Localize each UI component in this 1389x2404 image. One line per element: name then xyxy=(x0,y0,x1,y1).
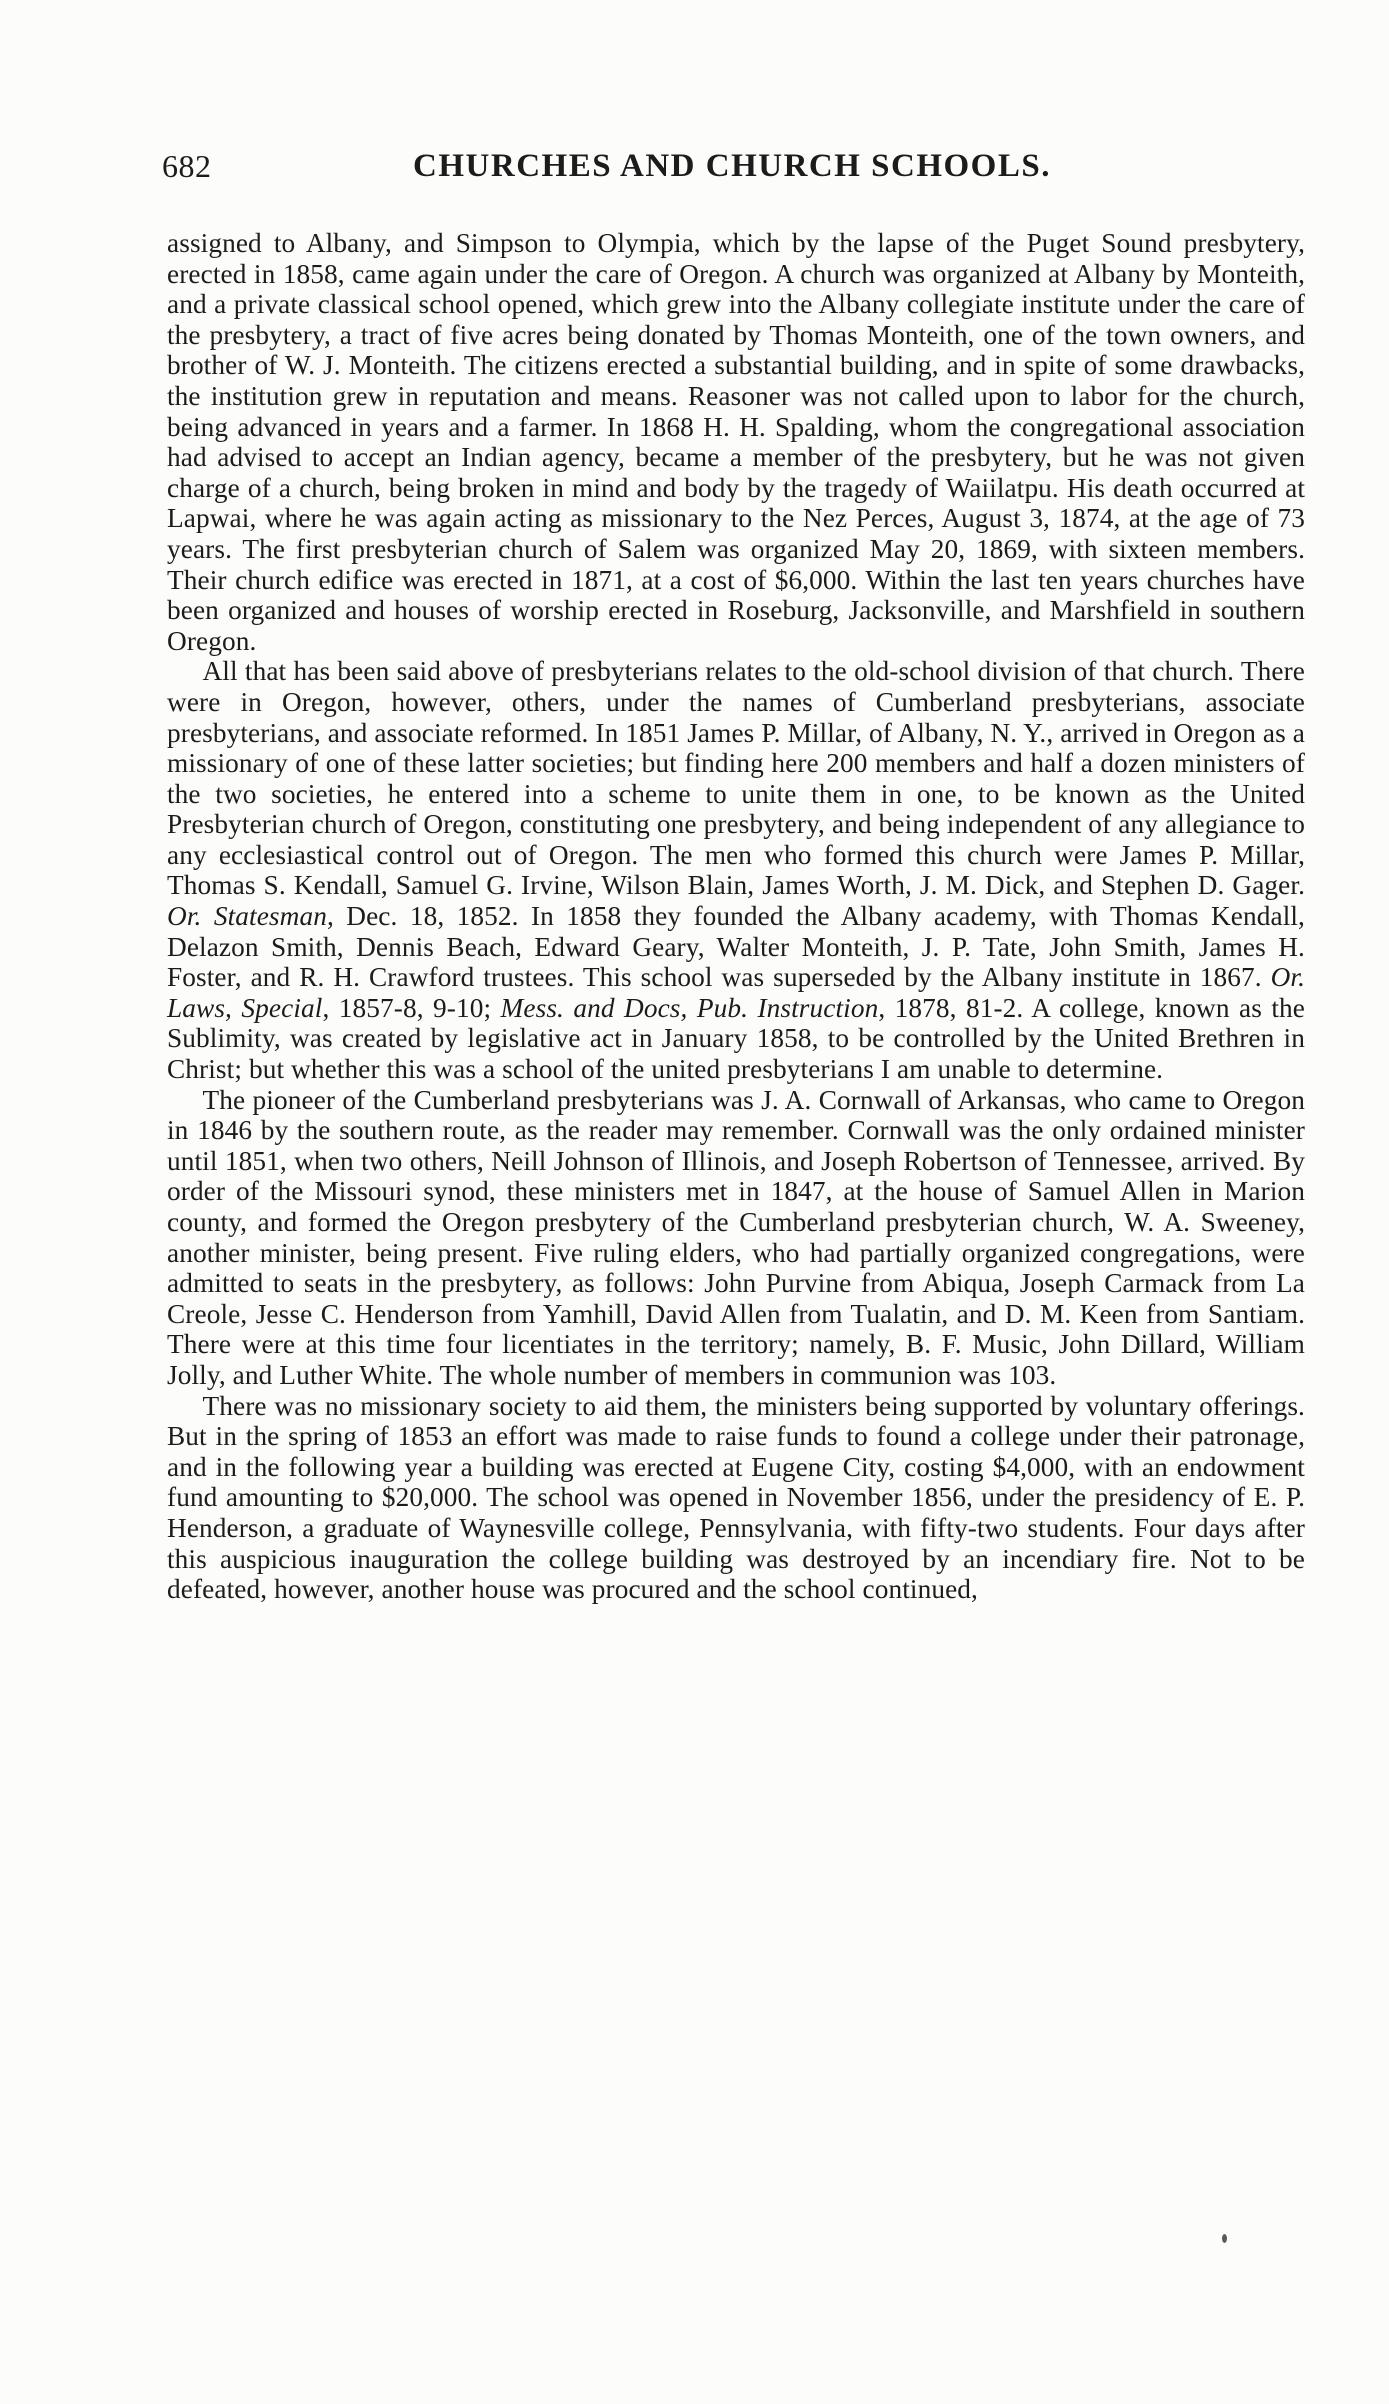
paragraph xyxy=(167,1391,1305,1605)
paragraph xyxy=(167,1085,1305,1391)
text-run: , Dec. 18, 1852. In 1858 they founded the Albany academy, with Thomas Kendall, Delazon Smith, Dennis Beach, Edward Geary, Walter Monteith, J. P. Tate, John Smith, James H. Foster, and R. H. Crawford trustees. This school was superseded by the Albany institute in 1867. xyxy=(167,901,1305,993)
citation-italic: Or. Laws, Special xyxy=(167,962,1305,1023)
body-text xyxy=(167,228,1305,1605)
citation-italic: Mess. and Docs, Pub. Instruction xyxy=(500,992,879,1023)
page-number: 682 xyxy=(162,148,212,184)
text-run: assigned to Albany, and Simpson to Olympia, which by the lapse of the Puget Sound presbytery, erected in 1858, came again under the care of Oregon. A church was organized at Albany by Monteith, and a private classical school opened, which grew into the Albany collegiate institute under the care of the presbytery, a tract of five acres being donated by Thomas Monteith, one of the town owners, and brother of W. J. Monteith. The citizens erected a substantial building, and in spite of some drawbacks, the institution grew in reputation and means. Reasoner was not called upon to labor for the church, being advanced in years and a farmer. In 1868 H. H. Spalding, whom the congregational association had advised to accept an Indian agency, became a member of the presbytery, but he was not given charge of a church, being broken in mind and body by the tragedy of Waiilatpu. His death occurred at Lapwai, where he was again acting as missionary to the Nez Perces, August 3, 1874, at the age of 73 years. The first presbyterian church of Salem was organized May 20, 1869, with sixteen members. Their church edifice was erected in 1871, at a cost of $6,000. Within the last ten years churches have been organized and houses of worship erected in Roseburg, Jacksonville, and Marshfield in southern Oregon. xyxy=(167,228,1305,656)
text-run: , 1857-8, 9-10; xyxy=(322,992,501,1023)
text-run: All that has been said above of presbyterians relates to the old-school division of that church. There were in Oregon, however, others, under the names of Cumberland presbyterians, associate presbyterians, and associate reformed. In 1851 James P. Millar, of Albany, N. Y., arrived in Oregon as a missionary of one of these latter societies; but finding here 200 members and half a dozen ministers of the two societies, he entered into a scheme to unite them in one, to be known as the United Presbyterian church of Oregon, constituting one presbytery, and being independent of any allegiance to any ecclesiastical control out of Oregon. The men who formed this church were James P. Millar, Thomas S. Kendall, Samuel G. Irvine, Wilson Blain, James Worth, J. M. Dick, and Stephen D. Gager. xyxy=(167,656,1305,901)
text-run: The pioneer of the Cumberland presbyterians was J. A. Cornwall of Arkansas, who came to Oregon in 1846 by the southern route, as the reader may remember. Cornwall was the only ordained minister until 1851, when two others, Neill Johnson of Illinois, and Joseph Robertson of Tennessee, arrived. By order of the Missouri synod, these ministers met in 1847, at the house of Samuel Allen in Marion county, and formed the Oregon presbytery of the Cumberland presbyterian church, W. A. Sweeney, another minister, being present. Five ruling elders, who had partially organized congregations, were admitted to seats in the presbytery, as follows: John Purvine from Abiqua, Joseph Carmack from La Creole, Jesse C. Henderson from Yamhill, David Allen from Tualatin, and D. M. Keen from Santiam. There were at this time four licentiates in the territory; namely, B. F. Music, John Dillard, William Jolly, and Luther White. The whole number of members in communion was 103. xyxy=(167,1084,1305,1390)
citation-italic: Or. Statesman xyxy=(167,901,327,932)
text-run: , 1878, 81-2. A college, known as the Sublimity, was created by legislative act in January 1858, to be controlled by the United Brethren in Christ; but whether this was a school of the united presbyterians I am unable to determine. xyxy=(167,992,1305,1085)
paragraph xyxy=(167,656,1305,1084)
paper-speck xyxy=(1222,2234,1227,2243)
text-run: There was no missionary society to aid them, the ministers being supported by voluntary offerings. But in the spring of 1853 an effort was made to raise funds to found a college under their patronage, and in the following year a building was erected at Eugene City, costing $4,000, with an endowment fund amounting to $20,000. The school was opened in November 1856, under the presidency of E. P. Henderson, a graduate of Waynesville college, Pennsylvania, with fifty-two students. Four days after this auspicious inauguration the college building was destroyed by an incendiary fire. Not to be defeated, however, another house was procured and the school continued, xyxy=(167,1390,1305,1605)
running-head xyxy=(162,148,1302,188)
chapter-title: CHURCHES AND CHURCH SCHOOLS. xyxy=(413,148,1051,184)
paragraph xyxy=(167,228,1305,656)
